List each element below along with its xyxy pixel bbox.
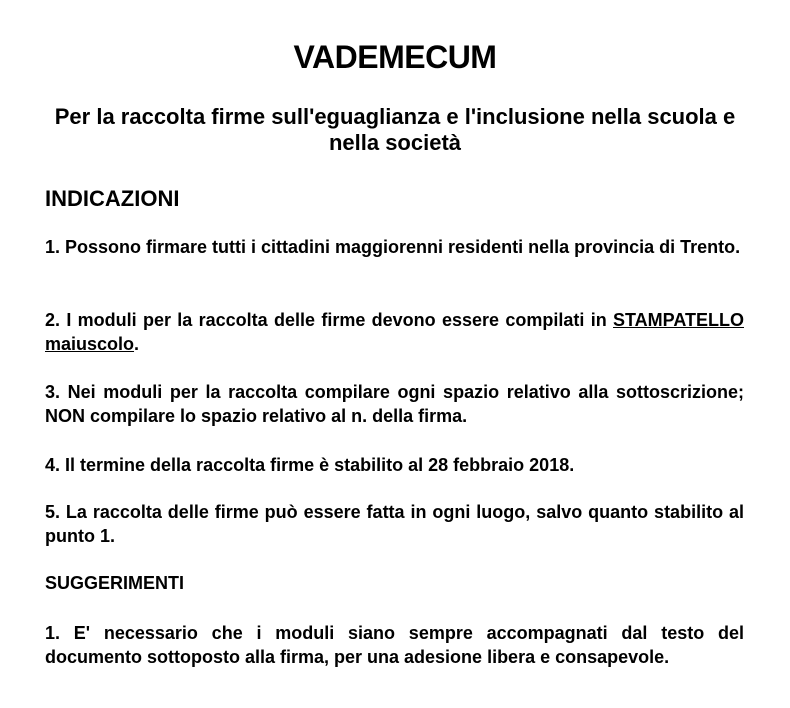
indicazioni-item-4: 4. Il termine della raccolta firme è stabilito al 28 febbraio 2018. [45, 455, 575, 475]
document-subtitle: Per la raccolta firme sull'eguaglianza e l'inclusione nella scuola e nella società [54, 104, 736, 155]
section-heading-suggerimenti: SUGGERIMENTI [45, 573, 185, 593]
indicazioni-item-1: 1. Possono firmare tutti i cittadini maggiorenni residenti nella provincia di Trento. [45, 237, 741, 257]
stampatello-underlined-text: STAMPATELLO maiuscolo [45, 310, 744, 354]
indicazioni-item-2-end: . [134, 334, 140, 354]
indicazioni-item-2 [45, 308, 744, 356]
indicazioni-item-3: 3. Nei moduli per la raccolta compilare ogni spazio relativo alla sottoscrizione; NON compilare lo spazio relativo al n. della firma. [45, 382, 744, 426]
indicazioni-item-2-text: 2. I moduli per la raccolta delle firme devono essere compilati in [45, 310, 614, 330]
indicazioni-item-5: 5. La raccolta delle firme può essere fatta in ogni luogo, salvo quanto stabilito al punto 1. [45, 502, 744, 546]
suggerimenti-item-1: 1. E' necessario che i moduli siano sempre accompagnati dal testo del documento sottoposto alla firma, per una adesione libera e consapevole. [45, 623, 744, 667]
document-title: VADEMECUM [293, 39, 497, 75]
section-heading-indicazioni: INDICAZIONI [45, 186, 180, 211]
